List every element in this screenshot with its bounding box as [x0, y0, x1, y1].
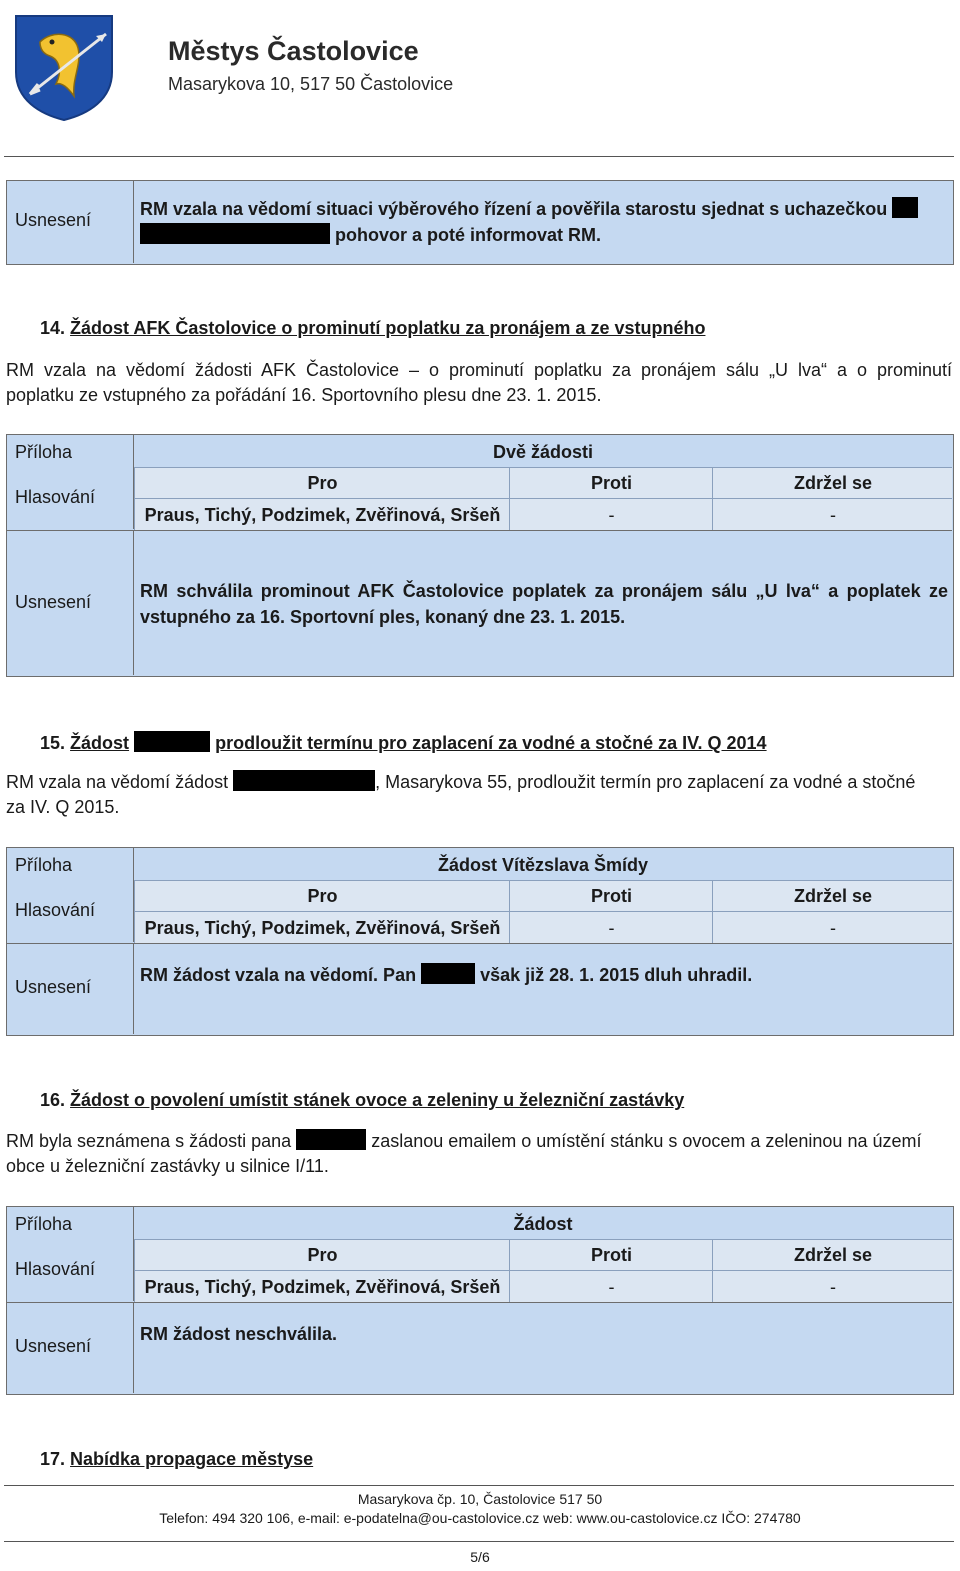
paragraph-end: zaslanou emailem o umístění stánku s ovocem a zeleninou na území [371, 1131, 922, 1151]
usneseni-label: Usnesení [15, 977, 92, 997]
vote-table-16 [6, 1206, 954, 1395]
zdrzel-value-cell [712, 498, 952, 530]
proti-value: - [608, 505, 615, 525]
pro-names: Praus, Tichý, Podzimek, Zvěřinová, Sršeň [144, 505, 501, 525]
paragraph-start: RM vzala na vědomí žádost [6, 772, 229, 792]
row-label-cell [7, 181, 134, 263]
section-title: Nabídka propagace městyse [70, 1449, 314, 1469]
proti-value-cell [509, 498, 712, 530]
pro-names: Praus, Tichý, Podzimek, Zvěřinová, Sršeň [144, 1277, 501, 1297]
priloha-cell [134, 435, 952, 467]
hlasovani-label: Hlasování [15, 487, 96, 507]
section-title-start: Žádost [70, 733, 130, 753]
zdrzel-value-cell [712, 1270, 952, 1302]
label-column [7, 848, 134, 942]
pro-header: Pro [307, 886, 338, 906]
resolution-text [140, 196, 950, 248]
section-number: 17. [40, 1449, 66, 1469]
municipality-name: Městys Častolovice [168, 36, 419, 66]
priloha-label: Příloha [15, 855, 73, 875]
usneseni-label-cell [7, 530, 134, 675]
footer-address: Masarykova čp. 10, Častolovice 517 50 [357, 1491, 603, 1507]
vote-table-15 [6, 847, 954, 1036]
section-16-heading [40, 1090, 684, 1111]
zdrzel-header-cell [712, 880, 952, 911]
priloha-cell [134, 848, 952, 880]
pro-value-cell [134, 911, 509, 943]
priloha-label: Příloha [15, 442, 73, 462]
resolution-text [140, 963, 948, 986]
pro-header-cell [134, 880, 509, 911]
pro-names: Praus, Tichý, Podzimek, Zvěřinová, Sršeň [144, 918, 501, 938]
proti-value: - [608, 1277, 615, 1297]
usneseni-label-cell [7, 943, 134, 1034]
proti-value-cell [509, 1270, 712, 1302]
resolution-line-1: RM schválila prominout AFK Častolovice poplatek za pronájem sálu „U lva“ a poplatek ze [140, 581, 948, 601]
paragraph-start: RM byla seznámena s žádosti pana [6, 1131, 292, 1151]
redacted-name [296, 1129, 366, 1150]
row-divider [7, 943, 952, 944]
pro-header: Pro [307, 473, 338, 493]
section-14-heading [40, 318, 705, 339]
section-number: 14. [40, 318, 66, 338]
pro-value-cell [134, 498, 509, 530]
section-title-end: prodloužit termínu pro zaplacení za vodné a stočné za IV. Q 2014 [215, 733, 767, 753]
redacted-name [140, 223, 330, 244]
label-column [7, 1207, 134, 1301]
proti-value: - [608, 918, 615, 938]
row-divider [7, 1302, 952, 1303]
resolution-start: RM žádost vzala na vědomí. Pan [140, 965, 417, 985]
footer-contacts: Telefon: 494 320 106, e-mail: e-podatelna@ou-castolovice.cz web: www.ou-castolovice.cz IČO: 274780 [159, 1510, 801, 1526]
section-14-paragraph [6, 358, 952, 408]
paragraph-line-2: obce u železniční zastávky u silnice I/11. [6, 1156, 329, 1176]
resolution-line-2: vstupného za 16. Sportovní ples, konaný dne 23. 1. 2015. [140, 607, 626, 627]
zdrzel-header-cell [712, 467, 952, 498]
priloha-value: Dvě žádosti [492, 442, 594, 462]
proti-header: Proti [590, 1245, 632, 1265]
pro-header-cell [134, 1239, 509, 1270]
label-column [7, 435, 134, 529]
paragraph-end: , Masarykova 55, prodloužit termín pro zaplacení za vodné a stočné [375, 772, 916, 792]
resolution-end: však již 28. 1. 2015 dluh uhradil. [480, 965, 753, 985]
zdrzel-value: - [830, 505, 836, 525]
paragraph-line-2: poplatku ze vstupného za pořádání 16. Sportovního plesu dne 23. 1. 2015. [6, 385, 602, 405]
section-title: Žádost o povolení umístit stánek ovoce a zeleniny u železniční zastávky [70, 1090, 685, 1110]
proti-header-cell [509, 880, 712, 911]
paragraph-line-1: RM vzala na vědomí žádosti AFK Častolovice – o prominutí poplatku za pronájem sálu „U lva“ a o prominutí [6, 360, 952, 380]
usneseni-label: Usnesení [15, 592, 92, 612]
footer-divider-bottom [4, 1541, 954, 1542]
zdrzel-header-cell [712, 1239, 952, 1270]
footer-divider-top [4, 1485, 954, 1486]
section-title: Žádost AFK Častolovice o prominutí poplatku za pronájem a ze vstupného [70, 318, 706, 338]
usneseni-label: Usnesení [15, 1336, 92, 1356]
hlasovani-label: Hlasování [15, 900, 96, 920]
row-divider [7, 530, 952, 531]
usneseni-label: Usnesení [15, 210, 92, 230]
proti-header-cell [509, 1239, 712, 1270]
usneseni-label-cell [7, 1302, 134, 1393]
redacted-name [233, 770, 375, 791]
priloha-value: Žádost [513, 1214, 573, 1234]
page-number: 5/6 [470, 1549, 490, 1565]
zdrzel-header: Zdržel se [793, 886, 873, 906]
paragraph-line-2: za IV. Q 2015. [6, 797, 120, 817]
resolution-table-13 [6, 180, 954, 265]
pro-header: Pro [307, 1245, 338, 1265]
proti-header: Proti [590, 473, 632, 493]
hlasovani-label: Hlasování [15, 1259, 96, 1279]
zdrzel-value-cell [712, 911, 952, 943]
resolution-line-2: pohovor a poté informovat RM. [335, 225, 602, 245]
municipal-coat-of-arms [12, 12, 116, 122]
pro-header-cell [134, 467, 509, 498]
proti-header: Proti [590, 886, 632, 906]
pro-value-cell [134, 1270, 509, 1302]
redacted-name [421, 963, 475, 984]
redacted-name [892, 197, 918, 218]
municipality-address: Masarykova 10, 517 50 Častolovice [168, 74, 454, 94]
zdrzel-value: - [830, 918, 836, 938]
header-divider [4, 156, 954, 157]
resolution-text: RM žádost neschválila. [140, 1324, 338, 1344]
section-number: 15. [40, 733, 66, 753]
redacted-name [134, 731, 210, 752]
proti-header-cell [509, 467, 712, 498]
priloha-cell [134, 1207, 952, 1239]
section-17-heading [40, 1449, 313, 1470]
resolution-text [140, 578, 948, 630]
section-16-paragraph [6, 1129, 952, 1179]
proti-value-cell [509, 911, 712, 943]
zdrzel-value: - [830, 1277, 836, 1297]
zdrzel-header: Zdržel se [793, 473, 873, 493]
vote-table-14 [6, 434, 954, 677]
resolution-line-1: RM vzala na vědomí situaci výběrového řízení a pověřila starostu sjednat s uchazečkou [140, 199, 888, 219]
priloha-value: Žádost Vítězslava Šmídy [437, 855, 649, 875]
section-15-paragraph [6, 770, 952, 820]
zdrzel-header: Zdržel se [793, 1245, 873, 1265]
section-number: 16. [40, 1090, 66, 1110]
section-15-heading [40, 731, 767, 754]
priloha-label: Příloha [15, 1214, 73, 1234]
